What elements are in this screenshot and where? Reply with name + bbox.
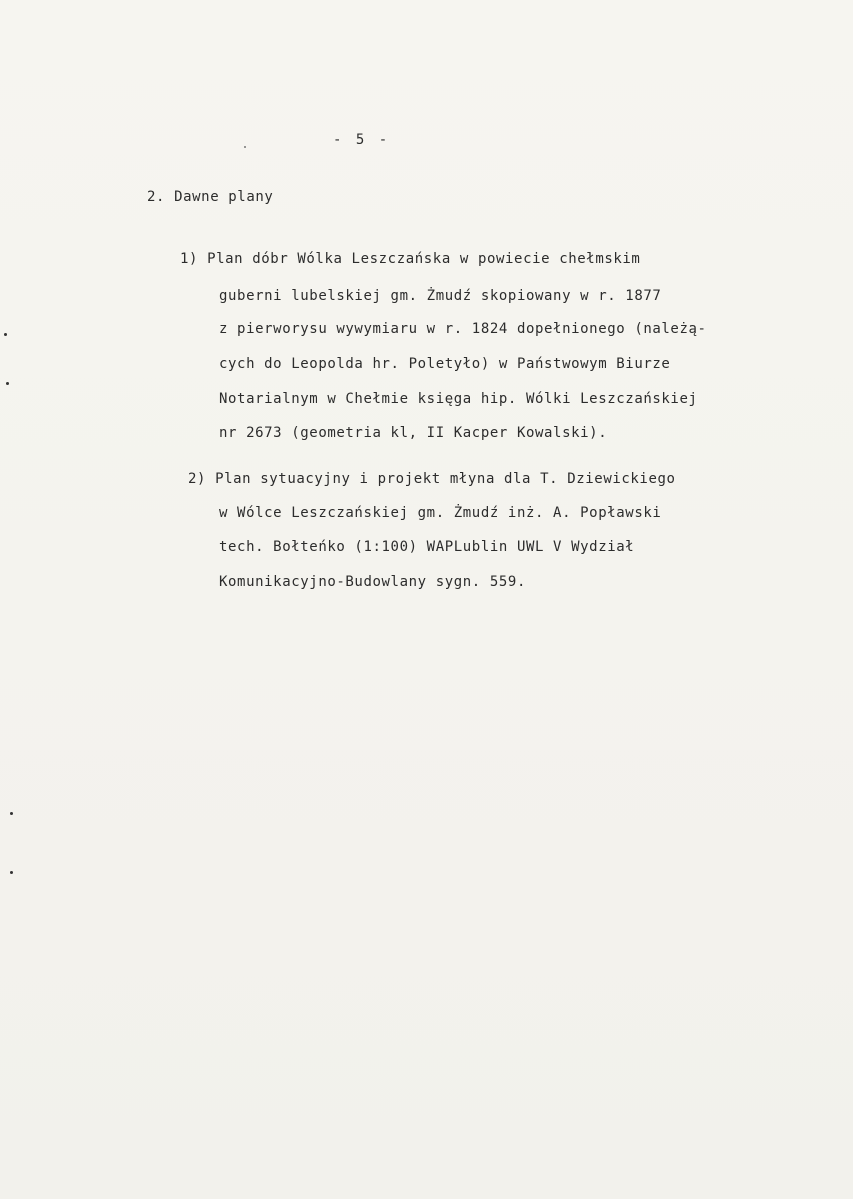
section-heading: 2. Dawne plany bbox=[147, 189, 274, 205]
item-1-line-3: z pierworysu wywymiaru w r. 1824 dopełnionego (należą- bbox=[219, 321, 707, 337]
item-1-line-4: cych do Leopolda hr. Poletyło) w Państwowym Biurze bbox=[219, 356, 671, 372]
item-2-line-4: Komunikacyjno-Budowlany sygn. 559. bbox=[219, 574, 526, 590]
item-1-line-6: nr 2673 (geometria kl, II Kacper Kowalski). bbox=[219, 425, 608, 441]
item-1-line-5: Notarialnym w Chełmie księga hip. Wólki Leszczańskiej bbox=[219, 391, 698, 407]
item-2-line-3: tech. Bołteńko (1:100) WAPLublin UWL V Wydział bbox=[219, 539, 635, 555]
scan-speck bbox=[10, 871, 13, 874]
item-2-line-1: 2) Plan sytuacyjny i projekt młyna dla T. Dziewickiego bbox=[188, 471, 676, 487]
item-2-line-2: w Wólce Leszczańskiej gm. Żmudź inż. A. Popławski bbox=[219, 505, 662, 521]
scan-speck bbox=[6, 382, 9, 385]
item-1-line-2: guberni lubelskiej gm. Żmudź skopiowany w r. 1877 bbox=[219, 288, 662, 304]
scan-speck bbox=[244, 146, 246, 148]
item-1-line-1: 1) Plan dóbr Wólka Leszczańska w powiecie chełmskim bbox=[180, 251, 641, 267]
scan-speck bbox=[10, 812, 13, 815]
page-number: - 5 - bbox=[333, 132, 391, 148]
scan-speck bbox=[4, 333, 7, 336]
